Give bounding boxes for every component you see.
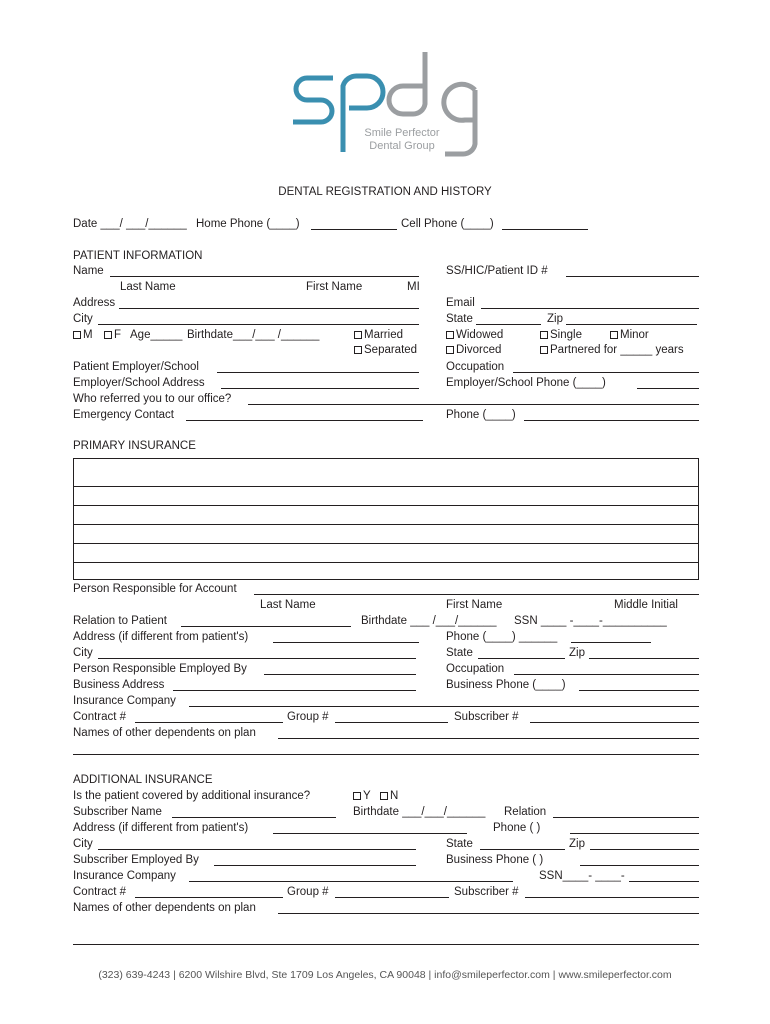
business-phone-field[interactable] xyxy=(579,690,699,691)
employer-label: Patient Employer/School xyxy=(73,361,199,373)
subscriber-field[interactable] xyxy=(530,722,699,723)
employer-address-field[interactable] xyxy=(221,388,419,389)
employer-phone-field[interactable] xyxy=(637,388,699,389)
additional-relation-field[interactable] xyxy=(553,817,699,818)
partnered-label: Partnered for _____ years xyxy=(550,344,684,356)
separated-option[interactable] xyxy=(354,344,417,357)
patient-heading: PATIENT INFORMATION xyxy=(73,250,203,262)
additional-dependents-field-extra[interactable] xyxy=(73,944,699,945)
additional-zip-field[interactable] xyxy=(590,849,699,850)
checkbox-separated[interactable] xyxy=(354,346,362,354)
primary-state-label: State xyxy=(446,647,473,659)
city-field[interactable] xyxy=(98,324,419,325)
additional-insurance-company-label: Insurance Company xyxy=(73,870,176,882)
emergency-field[interactable] xyxy=(186,420,423,421)
age-label: Age_____ xyxy=(130,329,183,341)
employer-field[interactable] xyxy=(217,372,419,373)
date-label: Date ___/ ___/______ xyxy=(73,218,187,230)
additional-phone-label: Phone ( ) xyxy=(493,822,541,834)
additional-birthdate-label: Birthdate ___/___/______ xyxy=(353,806,486,818)
zip-label: Zip xyxy=(547,313,563,325)
primary-zip-label: Zip xyxy=(569,647,585,659)
single-label: Single xyxy=(550,329,582,341)
additional-city-field[interactable] xyxy=(98,849,416,850)
additional-contract-label: Contract # xyxy=(73,886,127,898)
name-field[interactable] xyxy=(110,276,419,277)
minor-option[interactable] xyxy=(610,329,649,342)
primary-ssn-label: SSN ____ -____-__________ xyxy=(514,615,667,627)
primary-address-field[interactable] xyxy=(273,642,419,643)
separated-label: Separated xyxy=(364,344,418,356)
additional-address-field[interactable] xyxy=(273,833,467,834)
checkbox-single[interactable] xyxy=(540,331,548,339)
subscriber-label: Subscriber # xyxy=(454,711,519,723)
primary-zip-field[interactable] xyxy=(589,658,699,659)
divorced-option[interactable] xyxy=(446,344,501,357)
referred-field[interactable] xyxy=(248,404,699,405)
insurance-row-divider xyxy=(74,505,698,506)
insurance-company-label: Insurance Company xyxy=(73,695,176,707)
insurance-row-divider xyxy=(74,543,698,544)
logo-line-2: Dental Group xyxy=(369,140,435,152)
covered-no-label: N xyxy=(390,790,399,802)
additional-dependents-label: Names of other dependents on plan xyxy=(73,902,256,914)
married-option[interactable] xyxy=(354,329,403,342)
dependents-label: Names of other dependents on plan xyxy=(73,727,256,739)
primary-state-field[interactable] xyxy=(478,658,565,659)
additional-business-phone-label: Business Phone ( ) xyxy=(446,854,544,866)
business-phone-label: Business Phone (____) xyxy=(446,679,566,691)
group-label: Group # xyxy=(287,711,329,723)
subscriber-name-label: Subscriber Name xyxy=(73,806,162,818)
primary-heading: PRIMARY INSURANCE xyxy=(73,440,196,452)
first-name-caption: First Name xyxy=(306,281,363,293)
primary-city-label: City xyxy=(73,647,93,659)
contract-field[interactable] xyxy=(135,722,283,723)
sex-f-option[interactable] xyxy=(104,329,121,342)
widowed-label: Widowed xyxy=(456,329,504,341)
group-field[interactable] xyxy=(335,722,448,723)
zip-field[interactable] xyxy=(566,324,697,325)
widowed-option[interactable] xyxy=(446,329,503,342)
sex-f-label: F xyxy=(114,329,122,341)
cell-phone-label: Cell Phone (____) xyxy=(401,218,494,230)
primary-address-label: Address (if different from patient's) xyxy=(73,631,249,643)
additional-state-label: State xyxy=(446,838,473,850)
dependents-field[interactable] xyxy=(278,738,699,739)
additional-dependents-field[interactable] xyxy=(278,913,699,914)
primary-city-field[interactable] xyxy=(98,658,416,659)
address-label: Address xyxy=(73,297,116,309)
form-title: DENTAL REGISTRATION AND HISTORY xyxy=(278,186,492,198)
address-field[interactable] xyxy=(119,308,419,309)
sex-m-label: M xyxy=(83,329,93,341)
dependents-field-extra[interactable] xyxy=(73,754,699,755)
contract-label: Contract # xyxy=(73,711,127,723)
email-label: Email xyxy=(446,297,475,309)
checkbox-no[interactable] xyxy=(380,792,388,800)
insurance-company-field[interactable] xyxy=(189,706,699,707)
responsible-last-name-caption: Last Name xyxy=(260,599,316,611)
relation-field[interactable] xyxy=(181,626,351,627)
city-label: City xyxy=(73,313,93,325)
additional-state-field[interactable] xyxy=(480,849,565,850)
sex-m-option[interactable] xyxy=(73,329,93,342)
single-option[interactable] xyxy=(540,329,582,342)
checkbox-yes[interactable] xyxy=(353,792,361,800)
business-address-label: Business Address xyxy=(73,679,165,691)
additional-subscriber-label: Subscriber # xyxy=(454,886,519,898)
subscriber-employed-field[interactable] xyxy=(214,865,416,866)
additional-contract-field[interactable] xyxy=(135,897,283,898)
primary-phone-label: Phone (____) ______ xyxy=(446,631,558,643)
additional-address-label: Address (if different from patient's) xyxy=(73,822,249,834)
responsible-first-name-caption: First Name xyxy=(446,599,503,611)
checkbox-married[interactable] xyxy=(354,331,362,339)
logo-line-1: Smile Perfector xyxy=(364,127,440,139)
emergency-phone-label: Phone (____) xyxy=(446,409,516,421)
employed-by-label: Person Responsible Employed By xyxy=(73,663,247,675)
minor-label: Minor xyxy=(620,329,649,341)
mi-caption: MI xyxy=(407,281,420,293)
additional-relation-label: Relation xyxy=(504,806,547,818)
primary-occupation-label: Occupation xyxy=(446,663,505,675)
insurance-row-divider xyxy=(74,562,698,563)
primary-phone-field[interactable] xyxy=(571,642,651,643)
responsible-label: Person Responsible for Account xyxy=(73,583,237,595)
covered-yes-label: Y xyxy=(363,790,371,802)
checkbox-divorced[interactable] xyxy=(446,346,454,354)
partnered-option[interactable] xyxy=(540,344,684,357)
employer-phone-label: Employer/School Phone (____) xyxy=(446,377,606,389)
emergency-phone-field[interactable] xyxy=(524,420,699,421)
primary-birthdate-label: Birthdate ___ /___/______ xyxy=(361,615,497,627)
state-field[interactable] xyxy=(476,324,541,325)
home-phone-label: Home Phone (____) xyxy=(196,218,300,230)
name-label: Name xyxy=(73,265,104,277)
checkbox-f[interactable] xyxy=(104,331,112,339)
additional-ssn-label: SSN____- ____- xyxy=(539,870,625,882)
footer-contact: (323) 639-4243 | 6200 Wilshire Blvd, Ste 1709 Los Angeles, CA 90048 | info@smileperfector.com | www.smileperfector.com xyxy=(98,969,672,981)
email-field[interactable] xyxy=(481,308,699,309)
covered-yes-option[interactable] xyxy=(353,790,371,803)
birthdate-label: Birthdate___/___ /______ xyxy=(187,329,320,341)
responsible-middle-initial-caption: Middle Initial xyxy=(614,599,678,611)
divorced-label: Divorced xyxy=(456,344,502,356)
subscriber-employed-label: Subscriber Employed By xyxy=(73,854,199,866)
responsible-field[interactable] xyxy=(254,594,699,595)
covered-no-option[interactable] xyxy=(380,790,398,803)
additional-zip-label: Zip xyxy=(569,838,585,850)
married-label: Married xyxy=(364,329,403,341)
state-label: State xyxy=(446,313,473,325)
additional-ssn-field[interactable] xyxy=(629,881,699,882)
subscriber-name-field[interactable] xyxy=(172,817,336,818)
emergency-label: Emergency Contact xyxy=(73,409,174,421)
occupation-label: Occupation xyxy=(446,361,505,373)
covered-question: Is the patient covered by additional insurance? xyxy=(73,790,311,802)
additional-subscriber-field[interactable] xyxy=(525,897,699,898)
additional-heading: ADDITIONAL INSURANCE xyxy=(73,774,213,786)
ssid-field[interactable] xyxy=(566,276,699,277)
business-address-field[interactable] xyxy=(173,690,416,691)
insurance-row-divider xyxy=(74,486,698,487)
occupation-field[interactable] xyxy=(513,372,699,373)
additional-insurance-company-field[interactable] xyxy=(189,881,513,882)
home-phone-field[interactable] xyxy=(311,229,397,230)
referred-label: Who referred you to our office? xyxy=(73,393,232,405)
checkbox-minor[interactable] xyxy=(610,331,618,339)
spdg-logo xyxy=(285,40,485,160)
cell-phone-field[interactable] xyxy=(502,229,588,230)
primary-insurance-box[interactable] xyxy=(73,458,699,580)
employed-by-field[interactable] xyxy=(264,674,416,675)
ssid-label: SS/HIC/Patient ID # xyxy=(446,265,548,277)
additional-group-label: Group # xyxy=(287,886,329,898)
checkbox-partnered[interactable] xyxy=(540,346,548,354)
primary-occupation-field[interactable] xyxy=(514,674,699,675)
additional-group-field[interactable] xyxy=(335,897,449,898)
additional-city-label: City xyxy=(73,838,93,850)
additional-business-phone-field[interactable] xyxy=(580,865,699,866)
additional-phone-field[interactable] xyxy=(570,833,699,834)
insurance-row-divider xyxy=(74,524,698,525)
employer-address-label: Employer/School Address xyxy=(73,377,205,389)
checkbox-m[interactable] xyxy=(73,331,81,339)
last-name-caption: Last Name xyxy=(120,281,176,293)
relation-label: Relation to Patient xyxy=(73,615,167,627)
checkbox-widowed[interactable] xyxy=(446,331,454,339)
